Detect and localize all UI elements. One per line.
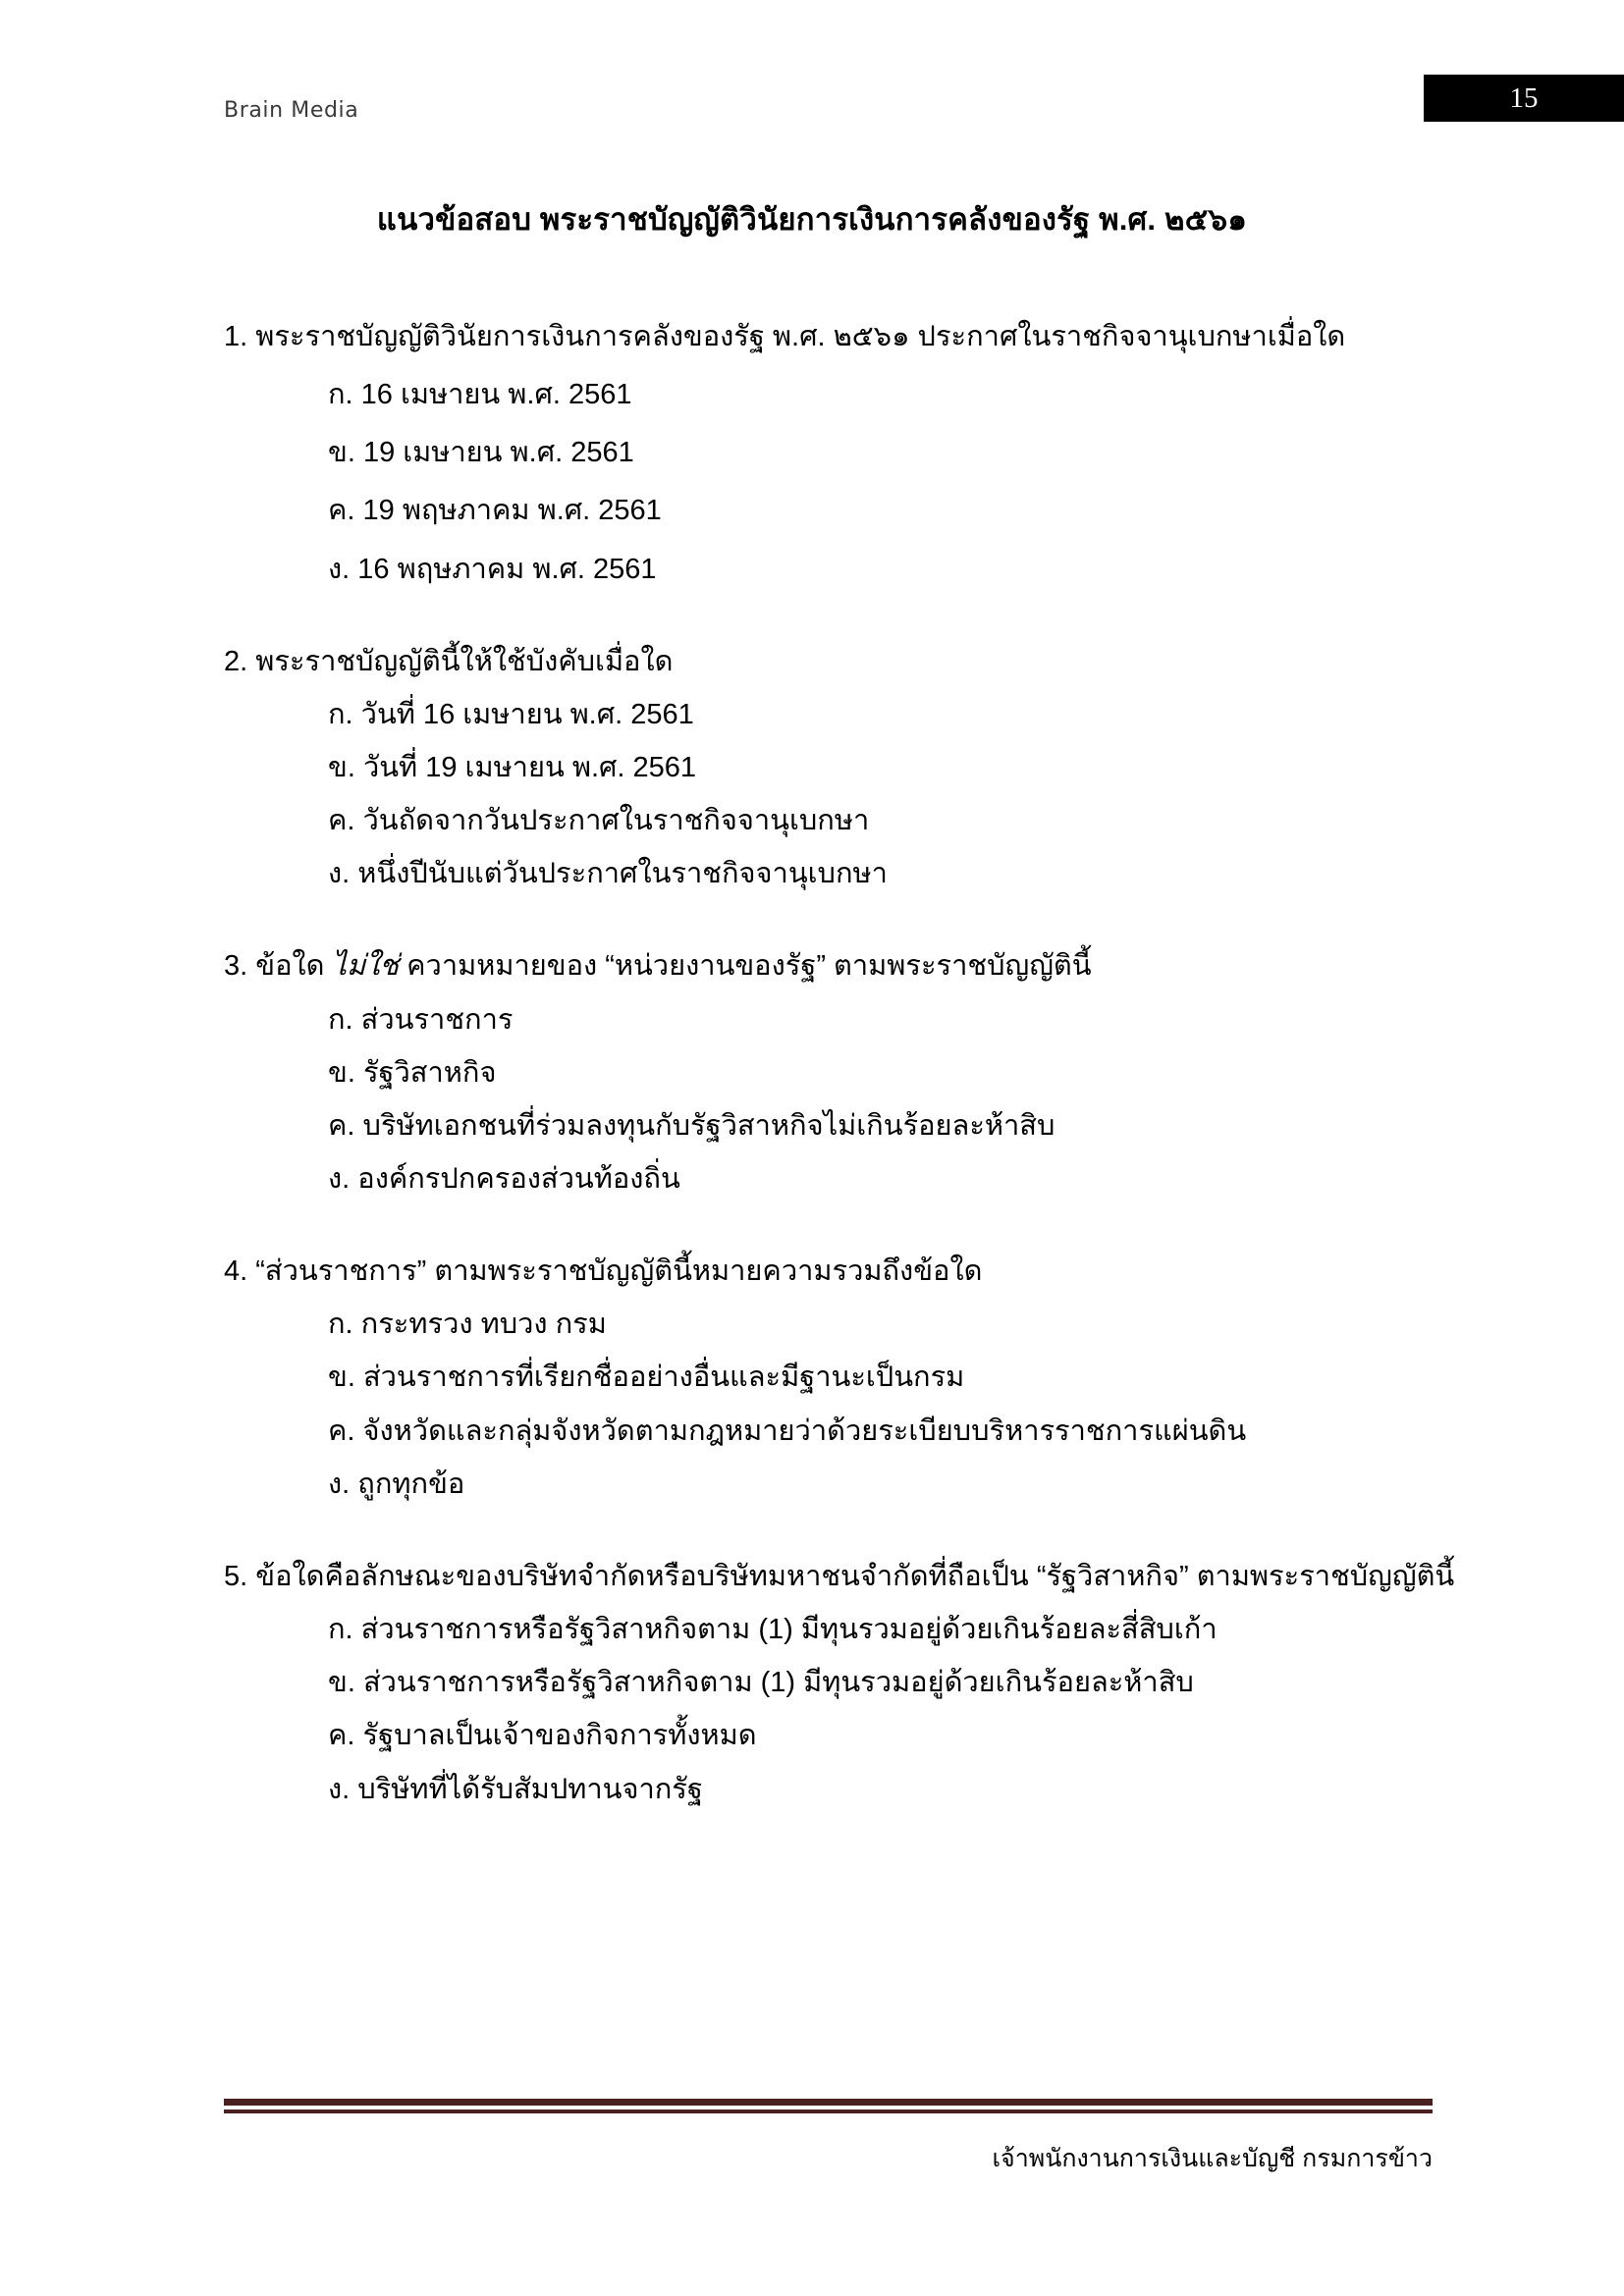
choice-item[interactable]: ก. วันที่ 16 เมษายน พ.ศ. 2561 [328, 698, 694, 730]
page-footer [0, 2099, 1624, 2178]
question-block [0, 641, 1624, 895]
footer-divider-thick-line [224, 2099, 1433, 2106]
question-prompt: 2. พระราชบัญญัตินี้ให้ใช้บังคับเมื่อใด [224, 645, 674, 677]
choice-item[interactable]: ก. ส่วนราชการ [328, 1003, 514, 1036]
question-prompt: 5. ข้อใดคือลักษณะของบริษัทจำกัดหรือบริษัทมหาชนจำกัดที่ถือเป็น “รัฐวิสาหกิจ” ตามพระราชบัญญัตินี้ [224, 1560, 1455, 1592]
choice-item[interactable]: ข. รัฐวิสาหกิจ [328, 1056, 497, 1089]
choice-item[interactable]: ค. บริษัทเอกชนที่ร่วมลงทุนกับรัฐวิสาหกิจไม่เกินร้อยละห้าสิบ [328, 1109, 1056, 1142]
choice-item[interactable]: ค. 19 พฤษภาคม พ.ศ. 2561 [328, 495, 662, 527]
footer-divider [224, 2099, 1433, 2113]
choice-item[interactable]: ข. ส่วนราชการหรือรัฐวิสาหกิจตาม (1) มีทุนรวมอยู่ด้วยเกินร้อยละห้าสิบ [328, 1667, 1194, 1699]
choice-item[interactable]: ค. จังหวัดและกลุ่มจังหวัดตามกฎหมายว่าด้วยระเบียบบริหารราชการแผ่นดิน [328, 1415, 1247, 1447]
choice-item[interactable]: ง. บริษัทที่ได้รับสัมปทานจากรัฐ [328, 1773, 703, 1805]
choice-item[interactable]: ก. กระทรวง ทบวง กรม [328, 1308, 607, 1341]
page-header [0, 0, 1624, 147]
choice-list [224, 1305, 1506, 1505]
question-prompt: 1. พระราชบัญญัติวินัยการเงินการคลังของรัฐ พ.ศ. ๒๕๖๑ ประกาศในราชกิจจานุเบกษาเมื่อใด [224, 321, 1346, 352]
choice-item[interactable]: ค. วันถัดจากวันประกาศในราชกิจจานุเบกษา [328, 805, 870, 837]
choice-item[interactable]: ข. ส่วนราชการที่เรียกชื่ออย่างอื่นและมีฐานะเป็นกรม [328, 1362, 965, 1394]
choice-list [224, 375, 1506, 590]
choice-list [224, 1610, 1506, 1810]
question-block [0, 316, 1624, 590]
choice-item[interactable]: ก. ส่วนราชการหรือรัฐวิสาหกิจตาม (1) มีทุนรวมอยู่ด้วยเกินร้อยละสี่สิบเก้า [328, 1613, 1218, 1645]
brand-label: Brain Media [224, 98, 359, 123]
choice-item[interactable]: ข. 19 เมษายน พ.ศ. 2561 [328, 437, 634, 469]
footer-divider-thin-line [224, 2109, 1433, 2113]
document-body [0, 147, 1624, 1810]
choice-item[interactable]: ง. ถูกทุกข้อ [328, 1468, 465, 1500]
choice-list [224, 1000, 1506, 1201]
question-prompt: 4. “ส่วนราชการ” ตามพระราชบัญญัตินี้หมายความรวมถึงข้อใด [224, 1255, 983, 1288]
choice-item[interactable]: ง. 16 พฤษภาคม พ.ศ. 2561 [328, 553, 657, 585]
question-prompt-part: ความหมายของ “หน่วยงานของรัฐ” ตามพระราชบัญญัตินี้ [399, 950, 1092, 983]
choice-item[interactable]: ง. หนึ่งปีนับแต่วันประกาศในราชกิจจานุเบกษา [328, 858, 888, 890]
question-block [0, 945, 1624, 1200]
choice-item[interactable]: ข. วันที่ 19 เมษายน พ.ศ. 2561 [328, 751, 697, 783]
question-negation-emphasis: ไม่ใช่ [332, 950, 400, 983]
page-number-value: 15 [1509, 81, 1539, 114]
choice-item[interactable]: ก. 16 เมษายน พ.ศ. 2561 [328, 379, 632, 411]
footer-caption: เจ้าพนักงานการเงินและบัญชี กรมการข้าว [992, 2145, 1433, 2172]
choice-item[interactable]: ง. องค์กรปกครองส่วนท้องถิ่น [328, 1163, 680, 1196]
choice-item[interactable]: ค. รัฐบาลเป็นเจ้าของกิจการทั้งหมด [328, 1720, 757, 1752]
question-prompt [224, 945, 1506, 987]
question-block [0, 1251, 1624, 1505]
question-prompt-part: 3. ข้อใด [224, 950, 333, 983]
choice-list [224, 695, 1506, 895]
page-number-badge [1424, 75, 1624, 122]
document-title: แนวข้อสอบ พระราชบัญญัติวินัยการเงินการคลังของรัฐ พ.ศ. ๒๕๖๑ [376, 202, 1248, 237]
question-block [0, 1556, 1624, 1810]
